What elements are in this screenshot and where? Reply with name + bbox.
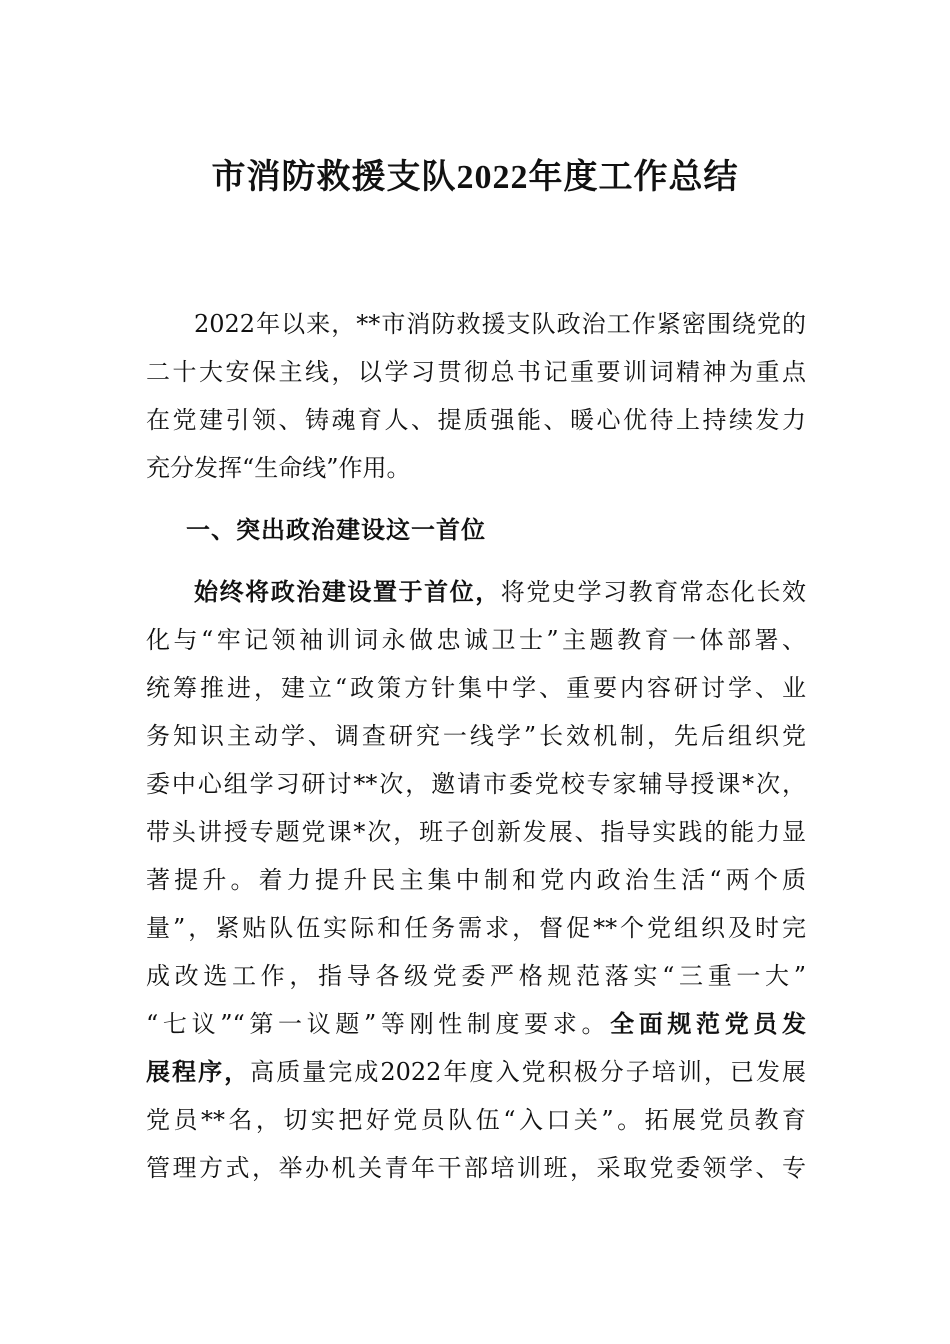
document-title: 市消防救援支队2022年度工作总结 [211,159,739,196]
paragraph-line: 管理方式，举办机关青年干部培训班，采取党委领学、专 [146,1154,806,1182]
intro-line: 2022年以来，**市消防救援支队政治工作紧密围绕党的 [194,310,806,338]
line-text: 高质量完成2022年度入党积极分子培训，已发展 [250,1058,807,1086]
paragraph-line: 党员**名，切实把好党员队伍“入口关”。拓展党员教育 [146,1106,806,1134]
bold-lead-text: 始终将政治建设置于首位， [194,578,501,606]
paragraph-line: 化与“牢记领袖训词永做忠诚卫士”主题教育一体部署、 [146,626,806,654]
intro-line: 充分发挥“生命线”作用。 [146,454,411,482]
paragraph-line [146,1000,806,1048]
paragraph-line: 务知识主动学、调查研究一线学”长效机制，先后组织党 [146,722,806,750]
bold-lead-text: 展程序， [146,1058,251,1086]
section-paragraph [146,568,806,1192]
paragraph-line [146,568,806,616]
paragraph-line: 统筹推进，建立“政策方针集中学、重要内容研讨学、业 [146,674,806,702]
paragraph-line: 量”，紧贴队伍实际和任务需求，督促**个党组织及时完 [146,914,806,942]
line-text: 将党史学习教育常态化长效 [500,578,807,606]
section-heading: 一、突出政治建设这一首位 [186,516,486,544]
bold-lead-text: 全面规范党员发 [610,1010,807,1038]
paragraph-line [146,1048,806,1096]
paragraph-line: 委中心组学习研讨**次，邀请市委党校专家辅导授课*次， [146,770,806,798]
intro-paragraph [146,300,806,492]
line-text: “七议”“第一议题”等刚性制度要求。 [146,1010,611,1038]
intro-line: 在党建引领、铸魂育人、提质强能、暖心优待上持续发力 [146,406,806,434]
paragraph-line: 带头讲授专题党课*次，班子创新发展、指导实践的能力显 [146,818,806,846]
intro-line: 二十大安保主线，以学习贯彻总书记重要训词精神为重点 [146,358,806,386]
paragraph-line: 成改选工作，指导各级党委严格规范落实“三重一大” [146,962,806,990]
paragraph-line: 著提升。着力提升民主集中制和党内政治生活“两个质 [146,866,806,894]
